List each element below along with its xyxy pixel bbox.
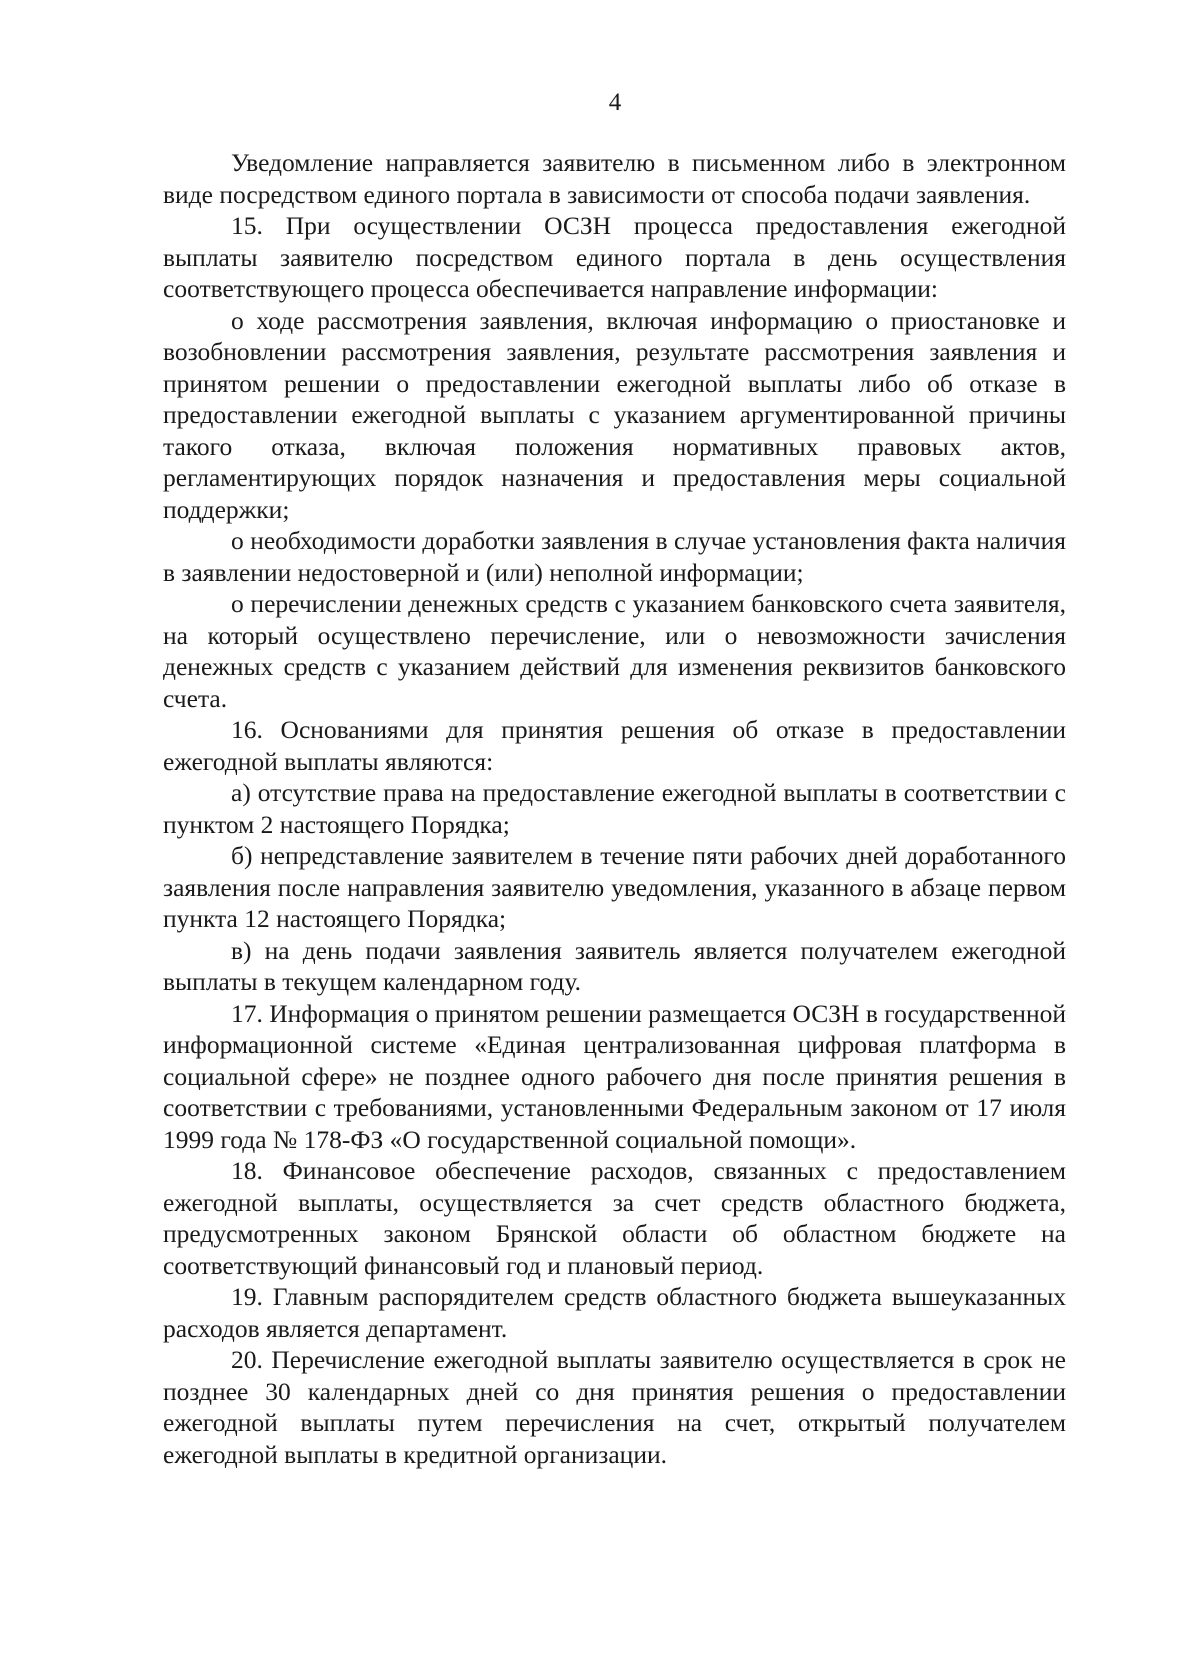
paragraph-16-a: а) отсутствие права на предоставление ежегодной выплаты в соответствии с пунктом 2 настоящего Порядка; — [163, 778, 1066, 839]
paragraph-15: 15. При осуществлении ОСЗН процесса предоставления ежегодной выплаты заявителю посредством единого портала в день осуществления соответствующего процесса обеспечивается направление информации: — [163, 211, 1066, 303]
paragraph-notification: Уведомление направляется заявителю в письменном либо в электронном виде посредством единого портала в зависимости от способа подачи заявления. — [163, 148, 1066, 209]
paragraph-15-revision-need: о необходимости доработки заявления в случае установления факта наличия в заявлении недостоверной и (или) неполной информации; — [163, 526, 1066, 587]
paragraph-16-b: б) непредставление заявителем в течение пяти рабочих дней доработанного заявления после направления заявителю уведомления, указанного в абзаце первом пункта 12 настоящего Порядка; — [163, 841, 1066, 933]
paragraph-20: 20. Перечисление ежегодной выплаты заявителю осуществляется в срок не позднее 30 календарных дней со дня принятия решения о предоставлении ежегодной выплаты путем перечисления на счет, открытый получателем ежегодной выплаты в кредитной организации. — [163, 1345, 1066, 1469]
paragraph-15-funds-transfer: о перечислении денежных средств с указанием банковского счета заявителя, на который осуществлено перечисление, или о невозможности зачисления денежных средств с указанием действий для изменения реквизитов банковского счета. — [163, 589, 1066, 713]
document-body — [163, 147, 1066, 1470]
page-number: 4 — [608, 89, 622, 116]
paragraph-18: 18. Финансовое обеспечение расходов, связанных с предоставлением ежегодной выплаты, осуществляется за счет средств областного бюджета, предусмотренных законом Брянской области об областном бюджете на соответствующий финансовый год и плановый период. — [163, 1156, 1066, 1280]
paragraph-15-review-progress: о ходе рассмотрения заявления, включая информацию о приостановке и возобновлении рассмотрения заявления, результате рассмотрения заявления и принятом решении о предоставлении ежегодной выплаты либо об отказе в предоставлении ежегодной выплаты с указанием аргументированной причины такого отказа, включая положения нормативных правовых актов, регламентирующих порядок назначения и предоставления меры социальной поддержки; — [163, 305, 1066, 524]
paragraph-19: 19. Главным распорядителем средств областного бюджета вышеуказанных расходов является департамент. — [163, 1282, 1066, 1343]
paragraph-16-v: в) на день подачи заявления заявитель является получателем ежегодной выплаты в текущем календарном году. — [163, 935, 1066, 996]
paragraph-17: 17. Информация о принятом решении размещается ОСЗН в государственной информационной системе «Единая централизованная цифровая платформа в социальной сфере» не позднее одного рабочего дня после принятия решения в соответствии с требованиями, установленными Федеральным законом от 17 июля 1999 года № 178-ФЗ «О государственной социальной помощи». — [163, 998, 1066, 1154]
paragraph-16: 16. Основаниями для принятия решения об отказе в предоставлении ежегодной выплаты являются: — [163, 715, 1066, 776]
